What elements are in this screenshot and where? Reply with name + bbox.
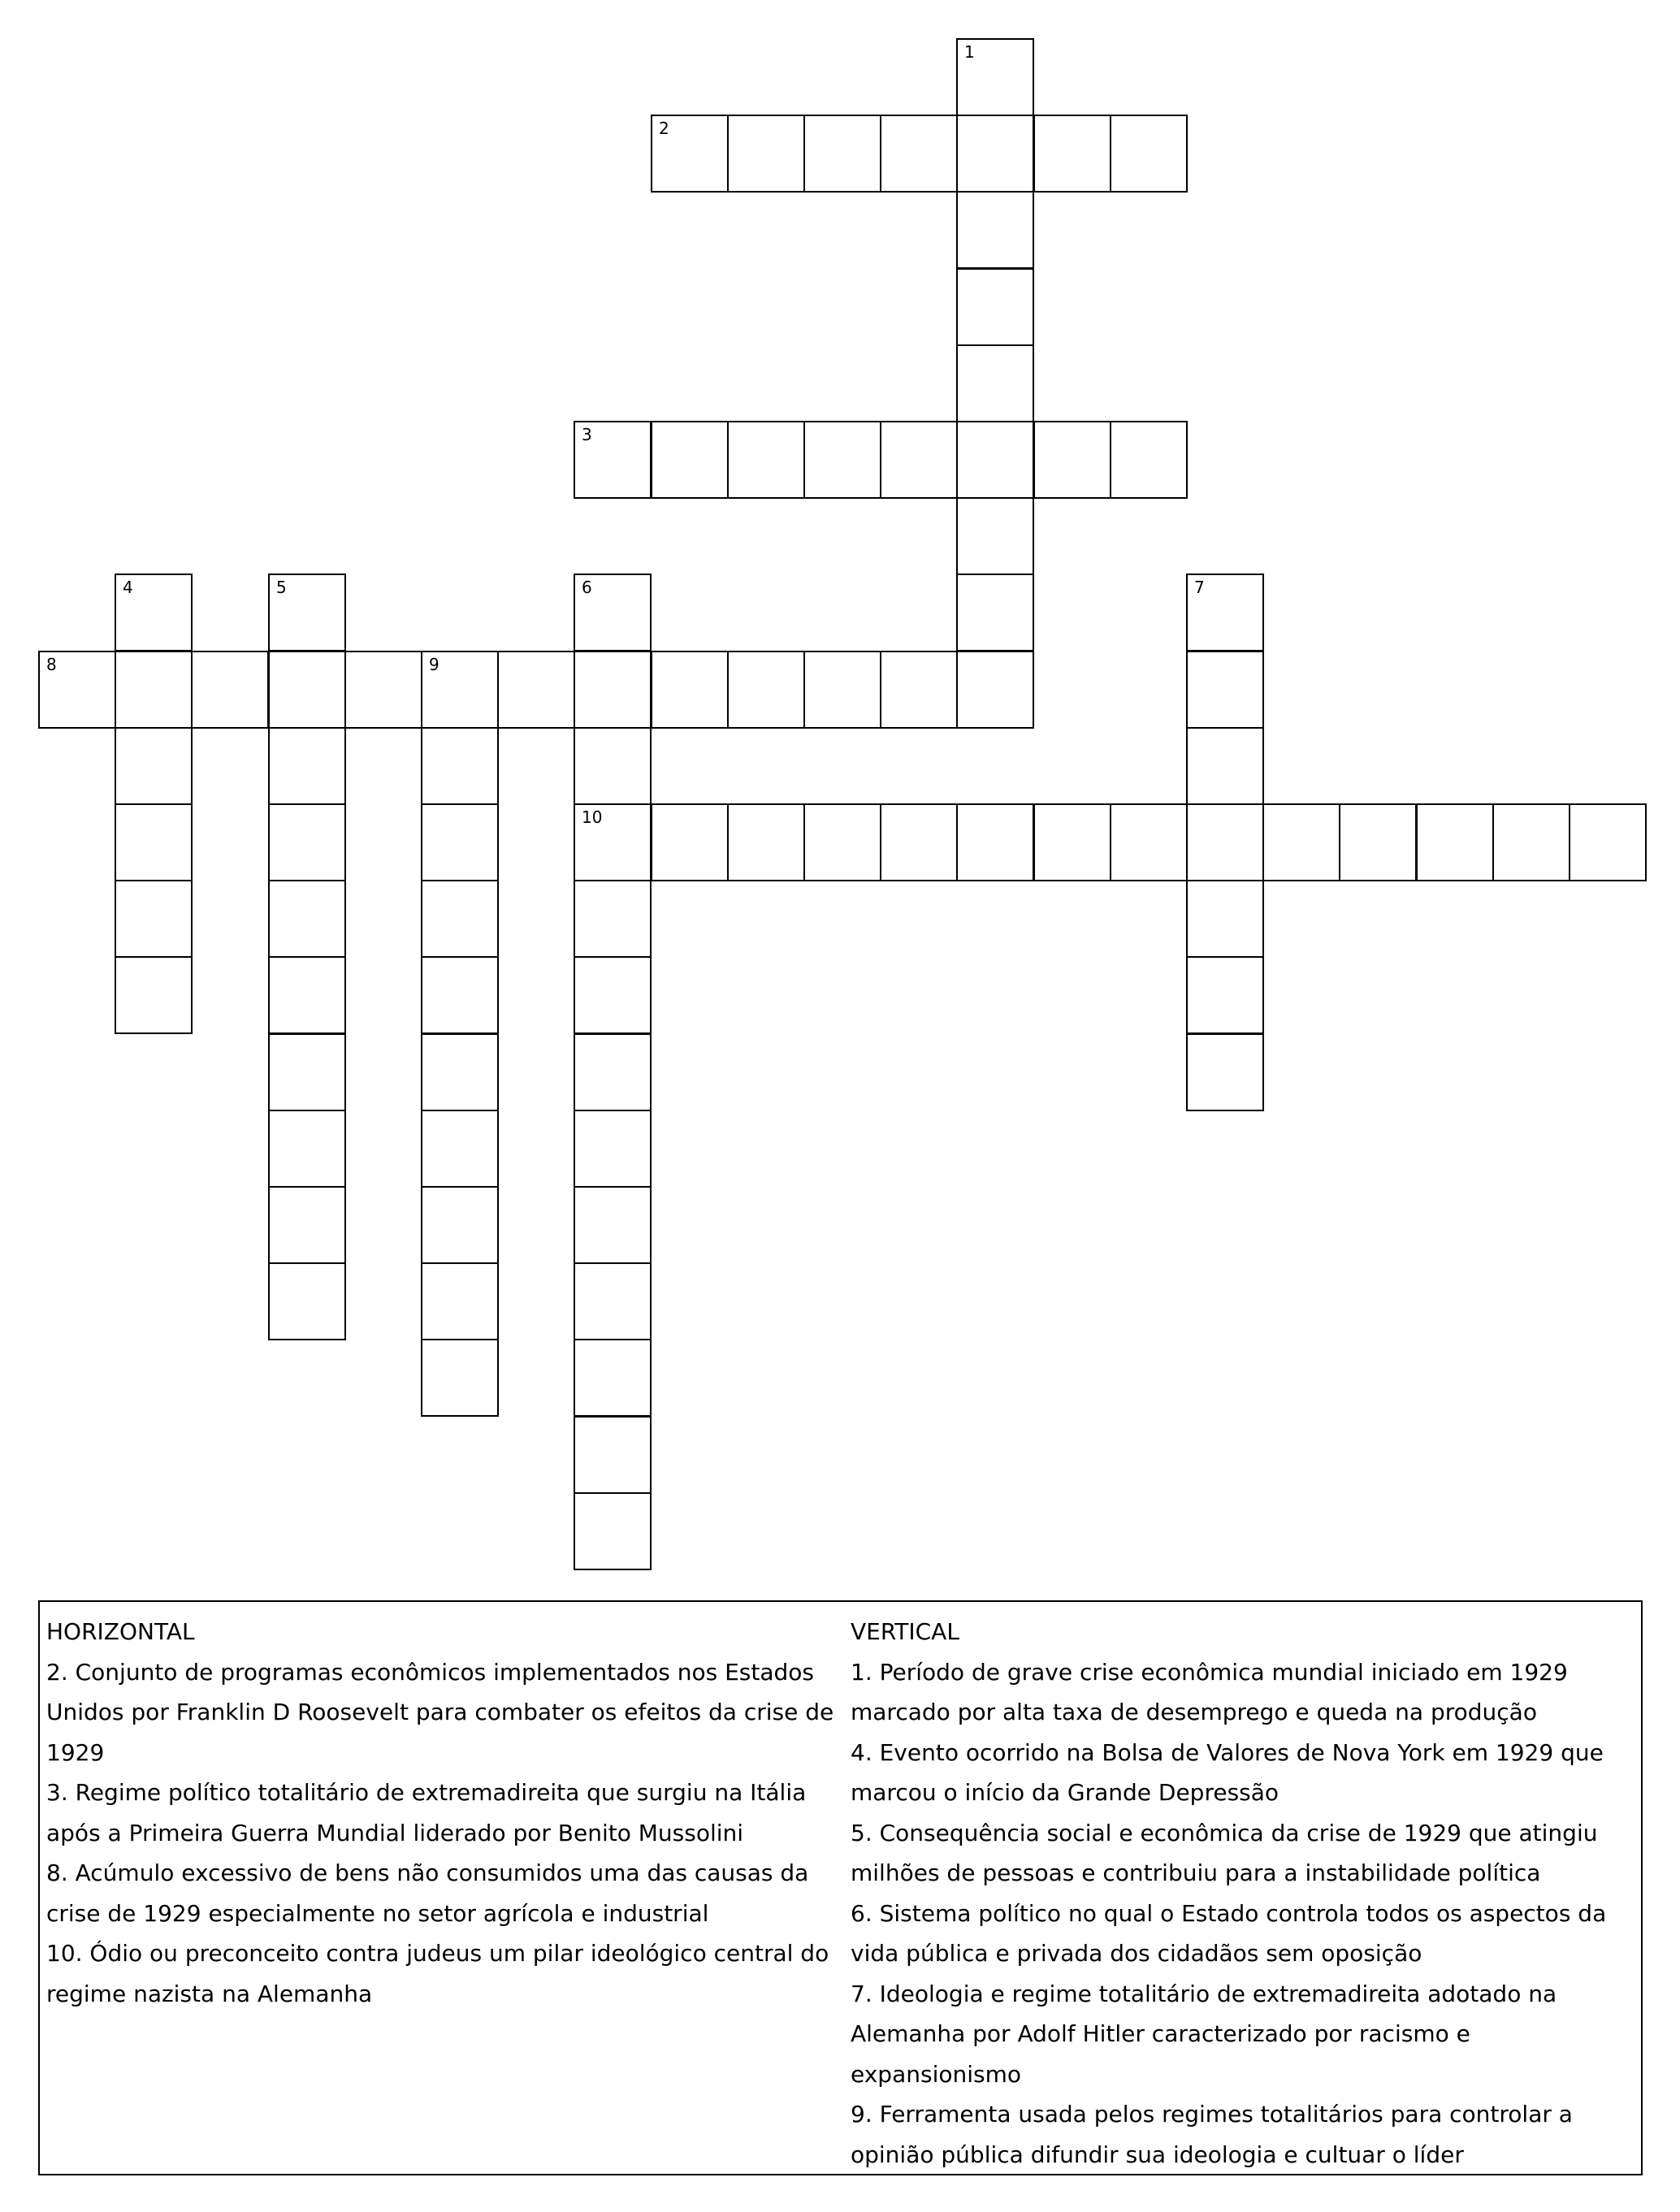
crossword-cell[interactable] bbox=[1186, 1033, 1264, 1111]
crossword-cell[interactable] bbox=[574, 1492, 652, 1570]
cell-number: 6 bbox=[582, 578, 592, 597]
crossword-cell[interactable] bbox=[803, 115, 881, 193]
clue-down-4: 4. Evento ocorrido na Bolsa de Valores de Nova York em 1929 que marcou o início da Grande Depressão bbox=[851, 1738, 1604, 1806]
crossword-cell[interactable] bbox=[803, 651, 881, 729]
cell-number: 5 bbox=[276, 578, 287, 597]
down-clues bbox=[851, 1612, 1639, 2175]
crossword-cell[interactable] bbox=[268, 803, 346, 881]
crossword-cell[interactable] bbox=[574, 421, 652, 499]
cell-number: 8 bbox=[46, 655, 57, 674]
crossword-cell[interactable] bbox=[1569, 803, 1647, 881]
crossword-cell[interactable] bbox=[268, 1110, 346, 1188]
crossword-cell[interactable] bbox=[651, 651, 729, 729]
crossword-cell[interactable] bbox=[574, 1033, 652, 1111]
clue-down-1: 1. Período de grave crise econômica mundial iniciado em 1929 marcado por alta taxa de desemprego e queda na produção bbox=[851, 1658, 1568, 1725]
crossword-cell[interactable] bbox=[1186, 956, 1264, 1034]
crossword-cell[interactable] bbox=[651, 803, 729, 881]
crossword-cell[interactable] bbox=[1033, 115, 1111, 193]
crossword-cell[interactable] bbox=[115, 803, 193, 881]
crossword-cell[interactable] bbox=[956, 191, 1034, 269]
crossword-cell[interactable] bbox=[115, 574, 193, 651]
crossword-cell[interactable] bbox=[1186, 803, 1264, 881]
clue-down-5: 5. Consequência social e econômica da crise de 1929 que atingiu milhões de pessoas e contribuiu para a instabilidade política bbox=[851, 1819, 1598, 1886]
crossword-cell[interactable] bbox=[421, 1110, 499, 1188]
crossword-cell[interactable] bbox=[421, 880, 499, 958]
across-clues bbox=[46, 1612, 838, 2014]
crossword-cell[interactable] bbox=[880, 803, 958, 881]
crossword-cell[interactable] bbox=[421, 727, 499, 805]
crossword-cell[interactable] bbox=[574, 574, 652, 651]
crossword-cell[interactable] bbox=[115, 956, 193, 1034]
crossword-cell[interactable] bbox=[956, 268, 1034, 346]
cell-number: 4 bbox=[123, 578, 133, 597]
crossword-cell[interactable] bbox=[1033, 803, 1111, 881]
crossword-cell[interactable] bbox=[268, 1033, 346, 1111]
crossword-cell[interactable] bbox=[1492, 803, 1570, 881]
cell-number: 1 bbox=[964, 42, 975, 62]
crossword-cell[interactable] bbox=[421, 1186, 499, 1264]
crossword-cell[interactable] bbox=[268, 727, 346, 805]
clue-down-6: 6. Sistema político no qual o Estado controla todos os aspectos da vida pública e privada dos cidadãos sem oposição bbox=[851, 1899, 1607, 1967]
crossword-cell[interactable] bbox=[421, 1262, 499, 1340]
crossword-cell[interactable] bbox=[956, 115, 1034, 193]
crossword-cell[interactable] bbox=[727, 651, 805, 729]
crossword-cell[interactable] bbox=[727, 803, 805, 881]
crossword-cell[interactable] bbox=[497, 651, 575, 729]
crossword-cell[interactable] bbox=[574, 651, 652, 729]
crossword-cell[interactable] bbox=[880, 115, 958, 193]
crossword-cell[interactable] bbox=[803, 803, 881, 881]
crossword-cell[interactable] bbox=[880, 651, 958, 729]
across-heading: HORIZONTAL bbox=[46, 1618, 195, 1645]
crossword-cell[interactable] bbox=[421, 1339, 499, 1417]
crossword-cell[interactable] bbox=[956, 421, 1034, 499]
clue-across-8: 8. Acúmulo excessivo de bens não consumidos uma das causas da crise de 1929 especialmente no setor agrícola e industrial bbox=[46, 1859, 809, 1927]
crossword-cell[interactable] bbox=[651, 115, 729, 193]
clue-across-2: 2. Conjunto de programas econômicos implementados nos Estados Unidos por Franklin D Roosevelt para combater os efeitos da crise de 1929 bbox=[46, 1658, 834, 1766]
clue-down-9: 9. Ferramenta usada pelos regimes totalitários para controlar a opinião pública difundir sua ideologia e cultuar o líder bbox=[851, 2101, 1573, 2168]
crossword-cell[interactable] bbox=[574, 803, 652, 881]
down-heading: VERTICAL bbox=[851, 1618, 959, 1645]
crossword-cell[interactable] bbox=[1339, 803, 1417, 881]
crossword-cell[interactable] bbox=[268, 880, 346, 958]
crossword-cell[interactable] bbox=[1186, 880, 1264, 958]
crossword-cell[interactable] bbox=[421, 956, 499, 1034]
crossword-cell[interactable] bbox=[344, 651, 422, 729]
crossword-cell[interactable] bbox=[1110, 115, 1188, 193]
clue-across-3: 3. Regime político totalitário de extremadireita que surgiu na Itália após a Primeira Guerra Mundial liderado por Benito Mussolini bbox=[46, 1779, 807, 1846]
crossword-cell[interactable] bbox=[1186, 727, 1264, 805]
clue-across-10: 10. Ódio ou preconceito contra judeus um pilar ideológico central do regime nazista na Alemanha bbox=[46, 1940, 829, 2007]
crossword-cell[interactable] bbox=[574, 727, 652, 805]
crossword-cell[interactable] bbox=[574, 1262, 652, 1340]
cell-number: 9 bbox=[429, 655, 439, 674]
crossword-cell[interactable] bbox=[1033, 421, 1111, 499]
crossword-cell[interactable] bbox=[268, 1262, 346, 1340]
crossword-cell[interactable] bbox=[880, 421, 958, 499]
crossword-cell[interactable] bbox=[115, 651, 193, 729]
crossword-cell[interactable] bbox=[1416, 803, 1494, 881]
cell-number: 2 bbox=[659, 119, 669, 138]
crossword-cell[interactable] bbox=[956, 574, 1034, 651]
crossword-cell[interactable] bbox=[956, 344, 1034, 422]
crossword-cell[interactable] bbox=[1110, 421, 1188, 499]
crossword-cell[interactable] bbox=[803, 421, 881, 499]
crossword-cell[interactable] bbox=[574, 956, 652, 1034]
crossword-cell[interactable] bbox=[1110, 803, 1188, 881]
crossword-cell[interactable] bbox=[38, 651, 116, 729]
cell-number: 7 bbox=[1194, 578, 1205, 597]
crossword-cell[interactable] bbox=[574, 880, 652, 958]
crossword-cell[interactable] bbox=[421, 803, 499, 881]
crossword-cell[interactable] bbox=[956, 497, 1034, 575]
cell-number: 3 bbox=[582, 425, 592, 444]
crossword-cell[interactable] bbox=[191, 651, 269, 729]
crossword-cell[interactable] bbox=[574, 1186, 652, 1264]
crossword-cell[interactable] bbox=[268, 574, 346, 651]
crossword-cell[interactable] bbox=[268, 1186, 346, 1264]
crossword-cell[interactable] bbox=[574, 1416, 652, 1494]
clue-box bbox=[38, 1600, 1643, 2175]
crossword-cell[interactable] bbox=[574, 1339, 652, 1417]
clue-down-7: 7. Ideologia e regime totalitário de extremadireita adotado na Alemanha por Adolf Hitler caracterizado por racismo e expansionismo bbox=[851, 1980, 1557, 2088]
crossword-cell[interactable] bbox=[727, 421, 805, 499]
crossword-cell[interactable] bbox=[115, 727, 193, 805]
crossword-cell[interactable] bbox=[574, 1110, 652, 1188]
crossword-cell[interactable] bbox=[421, 651, 499, 729]
crossword-cell[interactable] bbox=[115, 880, 193, 958]
crossword-cell[interactable] bbox=[268, 956, 346, 1034]
crossword-cell[interactable] bbox=[651, 421, 729, 499]
crossword-cell[interactable] bbox=[956, 38, 1034, 116]
cell-number: 10 bbox=[582, 807, 603, 827]
crossword-cell[interactable] bbox=[956, 803, 1034, 881]
crossword-cell[interactable] bbox=[1262, 803, 1340, 881]
crossword-cell[interactable] bbox=[727, 115, 805, 193]
crossword-cell[interactable] bbox=[1186, 651, 1264, 729]
crossword-cell[interactable] bbox=[1186, 574, 1264, 651]
crossword-cell[interactable] bbox=[956, 651, 1034, 729]
crossword-cell[interactable] bbox=[421, 1033, 499, 1111]
crossword-cell[interactable] bbox=[268, 651, 346, 729]
